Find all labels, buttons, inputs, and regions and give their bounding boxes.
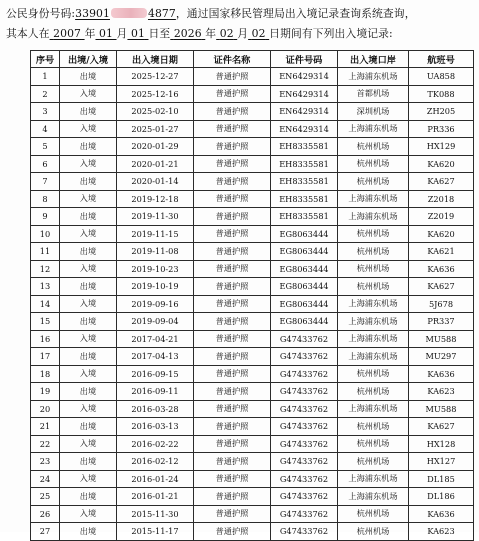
table-cell: MU588 xyxy=(409,400,474,418)
to-month xyxy=(216,27,237,40)
table-cell: 出境 xyxy=(60,138,117,156)
table-cell: DL185 xyxy=(409,470,474,488)
table-cell: 出境 xyxy=(60,383,117,401)
table-cell: EN6429314 xyxy=(271,85,338,103)
table-cell: G47433762 xyxy=(271,505,338,523)
table-cell: KA620 xyxy=(409,155,474,173)
table-cell: 出境 xyxy=(60,68,117,86)
intro-line-1-rest: ，通过国家移民管理局出入境记录查询系统查询， xyxy=(175,7,416,20)
table-cell: 2019-11-30 xyxy=(117,208,194,226)
table-cell: 9 xyxy=(31,208,60,226)
table-cell: KA627 xyxy=(409,418,474,436)
table-cell: 2020-01-29 xyxy=(117,138,194,156)
table-cell: G47433762 xyxy=(271,400,338,418)
table-cell: 上海浦东机场 xyxy=(338,208,409,226)
table-cell: 入境 xyxy=(60,470,117,488)
table-cell: 出境 xyxy=(60,208,117,226)
table-cell: 2016-03-28 xyxy=(117,400,194,418)
table-cell: KA636 xyxy=(409,260,474,278)
table-row xyxy=(31,505,474,523)
table-cell: G47433762 xyxy=(271,488,338,506)
table-cell: 入境 xyxy=(60,330,117,348)
table-cell: 杭州机场 xyxy=(338,435,409,453)
table-cell: 入境 xyxy=(60,85,117,103)
table-cell: HX129 xyxy=(409,138,474,156)
table-row xyxy=(31,295,474,313)
table-cell: PR337 xyxy=(409,313,474,331)
table-cell: 27 xyxy=(31,523,60,541)
table-cell: 普通护照 xyxy=(194,523,271,541)
table-cell: 普通护照 xyxy=(194,453,271,471)
table-cell: 6 xyxy=(31,155,60,173)
table-cell: EG8063444 xyxy=(271,260,338,278)
id-prefix: 33901 xyxy=(75,7,110,20)
table-cell: 2020-01-21 xyxy=(117,155,194,173)
table-cell: 入境 xyxy=(60,435,117,453)
table-cell: 2 xyxy=(31,85,60,103)
table-row xyxy=(31,68,474,86)
table-cell: EH8335581 xyxy=(271,173,338,191)
table-cell: 出境 xyxy=(60,348,117,366)
table-cell: 普通护照 xyxy=(194,488,271,506)
table-cell: 25 xyxy=(31,488,60,506)
table-cell: G47433762 xyxy=(271,523,338,541)
table-cell: 出境 xyxy=(60,243,117,261)
table-cell: 上海浦东机场 xyxy=(338,295,409,313)
table-cell: 普通护照 xyxy=(194,295,271,313)
table-cell: 2025-02-10 xyxy=(117,103,194,121)
table-cell: 11 xyxy=(31,243,60,261)
table-cell: 普通护照 xyxy=(194,330,271,348)
table-row xyxy=(31,418,474,436)
table-cell: KA627 xyxy=(409,278,474,296)
table-cell: 杭州机场 xyxy=(338,138,409,156)
table-cell: 杭州机场 xyxy=(338,453,409,471)
table-row xyxy=(31,313,474,331)
table-cell: 入境 xyxy=(60,400,117,418)
table-cell: 深圳机场 xyxy=(338,103,409,121)
to-day xyxy=(248,27,269,40)
table-cell: 2017-04-13 xyxy=(117,348,194,366)
table-cell: 普通护照 xyxy=(194,278,271,296)
day-to-char: 日至 xyxy=(148,27,171,40)
from-month-value: 01 xyxy=(99,27,113,40)
table-cell: 杭州机场 xyxy=(338,505,409,523)
table-cell: 2016-02-22 xyxy=(117,435,194,453)
table-cell: 杭州机场 xyxy=(338,383,409,401)
table-cell: G47433762 xyxy=(271,470,338,488)
table-cell: 上海浦东机场 xyxy=(338,120,409,138)
table-cell: 杭州机场 xyxy=(338,173,409,191)
table-cell: EG8063444 xyxy=(271,313,338,331)
to-year xyxy=(170,27,205,40)
table-cell: 21 xyxy=(31,418,60,436)
table-cell: 出境 xyxy=(60,418,117,436)
table-cell: 18 xyxy=(31,365,60,383)
table-row xyxy=(31,120,474,138)
table-cell: 杭州机场 xyxy=(338,418,409,436)
to-month-value: 02 xyxy=(219,27,234,40)
table-cell: EH8335581 xyxy=(271,208,338,226)
table-cell: 2016-03-13 xyxy=(117,418,194,436)
year-char-2: 年 xyxy=(205,27,217,40)
intro-line-1 xyxy=(6,4,476,24)
table-cell: 普通护照 xyxy=(194,348,271,366)
table-row xyxy=(31,488,474,506)
table-cell: 出境 xyxy=(60,523,117,541)
header-cell: 出入境口岸 xyxy=(338,51,409,68)
table-cell: 上海浦东机场 xyxy=(338,313,409,331)
from-year-value: 2007 xyxy=(53,27,82,40)
table-row xyxy=(31,260,474,278)
table-cell: 2019-10-19 xyxy=(117,278,194,296)
id-number xyxy=(75,7,176,20)
table-cell: G47433762 xyxy=(271,330,338,348)
table-cell: TK088 xyxy=(409,85,474,103)
table-cell: 出境 xyxy=(60,453,117,471)
table-cell: 2016-01-24 xyxy=(117,470,194,488)
table-row xyxy=(31,453,474,471)
header-cell: 证件号码 xyxy=(271,51,338,68)
table-row xyxy=(31,243,474,261)
table-cell: EG8063444 xyxy=(271,243,338,261)
table-cell: 杭州机场 xyxy=(338,278,409,296)
redaction-mark xyxy=(111,8,147,18)
from-day-value: 01 xyxy=(130,27,145,40)
table-cell: EH8335581 xyxy=(271,190,338,208)
table-cell: EG8063444 xyxy=(271,278,338,296)
table-cell: 2019-11-08 xyxy=(117,243,194,261)
table-cell: 16 xyxy=(31,330,60,348)
table-cell: EN6429314 xyxy=(271,103,338,121)
table-body xyxy=(31,68,474,541)
table-cell: MU588 xyxy=(409,330,474,348)
table-cell: UA858 xyxy=(409,68,474,86)
table-cell: 23 xyxy=(31,453,60,471)
table-row xyxy=(31,348,474,366)
month-char-2: 月 xyxy=(237,27,249,40)
table-cell: 出境 xyxy=(60,488,117,506)
table-cell: 普通护照 xyxy=(194,103,271,121)
table-cell: 2019-11-15 xyxy=(117,225,194,243)
table-row xyxy=(31,208,474,226)
table-cell: HX127 xyxy=(409,453,474,471)
table-cell: 2025-12-27 xyxy=(117,68,194,86)
table-cell: KA636 xyxy=(409,505,474,523)
header-cell: 序号 xyxy=(31,51,60,68)
table-cell: MU297 xyxy=(409,348,474,366)
table-cell: 杭州机场 xyxy=(338,260,409,278)
table-cell: 普通护照 xyxy=(194,243,271,261)
table-cell: 出境 xyxy=(60,313,117,331)
table-cell: 普通护照 xyxy=(194,435,271,453)
table-row xyxy=(31,138,474,156)
table-cell: G47433762 xyxy=(271,383,338,401)
table-cell: 12 xyxy=(31,260,60,278)
table-cell: 26 xyxy=(31,505,60,523)
table-cell: 普通护照 xyxy=(194,68,271,86)
id-label: 公民身份号码: xyxy=(6,7,76,20)
table-cell: 普通护照 xyxy=(194,400,271,418)
table-cell: 10 xyxy=(31,225,60,243)
table-cell: KA621 xyxy=(409,243,474,261)
table-cell: 出境 xyxy=(60,278,117,296)
table-cell: 杭州机场 xyxy=(338,365,409,383)
table-cell: 入境 xyxy=(60,120,117,138)
table-cell: 入境 xyxy=(60,190,117,208)
table-cell: 15 xyxy=(31,313,60,331)
table-cell: 普通护照 xyxy=(194,138,271,156)
table-cell: 上海浦东机场 xyxy=(338,470,409,488)
table-cell: G47433762 xyxy=(271,453,338,471)
table-cell: EN6429314 xyxy=(271,120,338,138)
month-char: 月 xyxy=(116,27,128,40)
table-row xyxy=(31,190,474,208)
year-char: 年 xyxy=(84,27,96,40)
table-row xyxy=(31,173,474,191)
table-cell: 普通护照 xyxy=(194,365,271,383)
table-cell: 2019-10-23 xyxy=(117,260,194,278)
table-cell: 19 xyxy=(31,383,60,401)
table-cell: DL186 xyxy=(409,488,474,506)
table-cell: Z2019 xyxy=(409,208,474,226)
table-cell: 入境 xyxy=(60,505,117,523)
table-cell: 杭州机场 xyxy=(338,155,409,173)
table-cell: 上海浦东机场 xyxy=(338,330,409,348)
table-cell: EG8063444 xyxy=(271,295,338,313)
table-cell: 入境 xyxy=(60,260,117,278)
table-cell: 杭州机场 xyxy=(338,225,409,243)
table-cell: G47433762 xyxy=(271,348,338,366)
table-cell: 8 xyxy=(31,190,60,208)
table-row xyxy=(31,225,474,243)
from-month xyxy=(95,27,116,40)
intro-line-2-end: 日期间有下列出入境记录: xyxy=(269,27,393,40)
table-cell: G47433762 xyxy=(271,435,338,453)
header-cell: 证件名称 xyxy=(194,51,271,68)
table-cell: 2016-01-21 xyxy=(117,488,194,506)
table-cell: 17 xyxy=(31,348,60,366)
table-cell: 杭州机场 xyxy=(338,523,409,541)
table-cell: G47433762 xyxy=(271,365,338,383)
table-row xyxy=(31,155,474,173)
id-suffix: 4877 xyxy=(147,7,176,20)
table-cell: 3 xyxy=(31,103,60,121)
table-cell: 2015-11-30 xyxy=(117,505,194,523)
header-cell: 航班号 xyxy=(409,51,474,68)
table-cell: 2015-11-17 xyxy=(117,523,194,541)
table-cell: Z2018 xyxy=(409,190,474,208)
table-cell: 2016-02-12 xyxy=(117,453,194,471)
table-cell: 普通护照 xyxy=(194,313,271,331)
table-cell: 入境 xyxy=(60,225,117,243)
table-cell: KA623 xyxy=(409,523,474,541)
table-cell: EH8335581 xyxy=(271,138,338,156)
table-cell: 2020-01-14 xyxy=(117,173,194,191)
table-cell: 1 xyxy=(31,68,60,86)
table-row xyxy=(31,435,474,453)
header-cell: 出入境日期 xyxy=(117,51,194,68)
table-cell: HX128 xyxy=(409,435,474,453)
table-cell: 2019-09-16 xyxy=(117,295,194,313)
table-row xyxy=(31,85,474,103)
table-cell: 普通护照 xyxy=(194,418,271,436)
intro-line-2 xyxy=(6,24,476,44)
table-cell: 4 xyxy=(31,120,60,138)
table-cell: 普通护照 xyxy=(194,85,271,103)
table-cell: 普通护照 xyxy=(194,155,271,173)
table-row xyxy=(31,383,474,401)
table-row xyxy=(31,400,474,418)
table-cell: 2025-01-27 xyxy=(117,120,194,138)
table-cell: 22 xyxy=(31,435,60,453)
table-cell: 2019-12-18 xyxy=(117,190,194,208)
intro-line-2-start: 其本人在 xyxy=(6,27,50,40)
table-row xyxy=(31,103,474,121)
table-row xyxy=(31,523,474,541)
table-cell: 2019-09-04 xyxy=(117,313,194,331)
table-cell: 7 xyxy=(31,173,60,191)
table-cell: 普通护照 xyxy=(194,120,271,138)
table-cell: KA627 xyxy=(409,173,474,191)
table-cell: KA636 xyxy=(409,365,474,383)
table-cell: 普通护照 xyxy=(194,208,271,226)
table-cell: ZH205 xyxy=(409,103,474,121)
table-cell: 入境 xyxy=(60,155,117,173)
table-cell: 普通护照 xyxy=(194,225,271,243)
table-cell: 上海浦东机场 xyxy=(338,488,409,506)
table-cell: 出境 xyxy=(60,103,117,121)
table-cell: 14 xyxy=(31,295,60,313)
table-cell: 20 xyxy=(31,400,60,418)
table-cell: 普通护照 xyxy=(194,470,271,488)
table-cell: 上海浦东机场 xyxy=(338,68,409,86)
table-header-row xyxy=(31,51,474,68)
table-cell: KA623 xyxy=(409,383,474,401)
table-cell: 5 xyxy=(31,138,60,156)
table-cell: 普通护照 xyxy=(194,173,271,191)
table-cell: 2025-12-16 xyxy=(117,85,194,103)
table-cell: PR336 xyxy=(409,120,474,138)
table-cell: 入境 xyxy=(60,295,117,313)
table-cell: EG8063444 xyxy=(271,225,338,243)
from-year xyxy=(50,27,85,40)
table-cell: 2016-09-15 xyxy=(117,365,194,383)
table-row xyxy=(31,278,474,296)
table-cell: 出境 xyxy=(60,173,117,191)
table-cell: 首都机场 xyxy=(338,85,409,103)
header-cell: 出境/入境 xyxy=(60,51,117,68)
from-day xyxy=(127,27,148,40)
table-cell: 2017-04-21 xyxy=(117,330,194,348)
table-cell: 普通护照 xyxy=(194,383,271,401)
table-cell: 2016-09-11 xyxy=(117,383,194,401)
table-cell: 上海浦东机场 xyxy=(338,190,409,208)
table-cell: KA620 xyxy=(409,225,474,243)
intro-paragraph xyxy=(6,4,476,44)
table-cell: 普通护照 xyxy=(194,260,271,278)
to-year-value: 2026 xyxy=(173,27,202,40)
table-cell: 入境 xyxy=(60,365,117,383)
table-cell: 13 xyxy=(31,278,60,296)
table-cell: 普通护照 xyxy=(194,505,271,523)
table-cell: 上海浦东机场 xyxy=(338,400,409,418)
table-cell: G47433762 xyxy=(271,418,338,436)
table-row xyxy=(31,470,474,488)
table-cell: 普通护照 xyxy=(194,190,271,208)
table-row xyxy=(31,330,474,348)
table-cell: 24 xyxy=(31,470,60,488)
table-row xyxy=(31,365,474,383)
table-cell: EN6429314 xyxy=(271,68,338,86)
table-cell: 上海浦东机场 xyxy=(338,348,409,366)
table-cell: EH8335581 xyxy=(271,155,338,173)
table-cell: 杭州机场 xyxy=(338,243,409,261)
table-cell: 5J678 xyxy=(409,295,474,313)
to-day-value: 02 xyxy=(251,27,266,40)
entry-exit-records-table xyxy=(30,50,474,541)
